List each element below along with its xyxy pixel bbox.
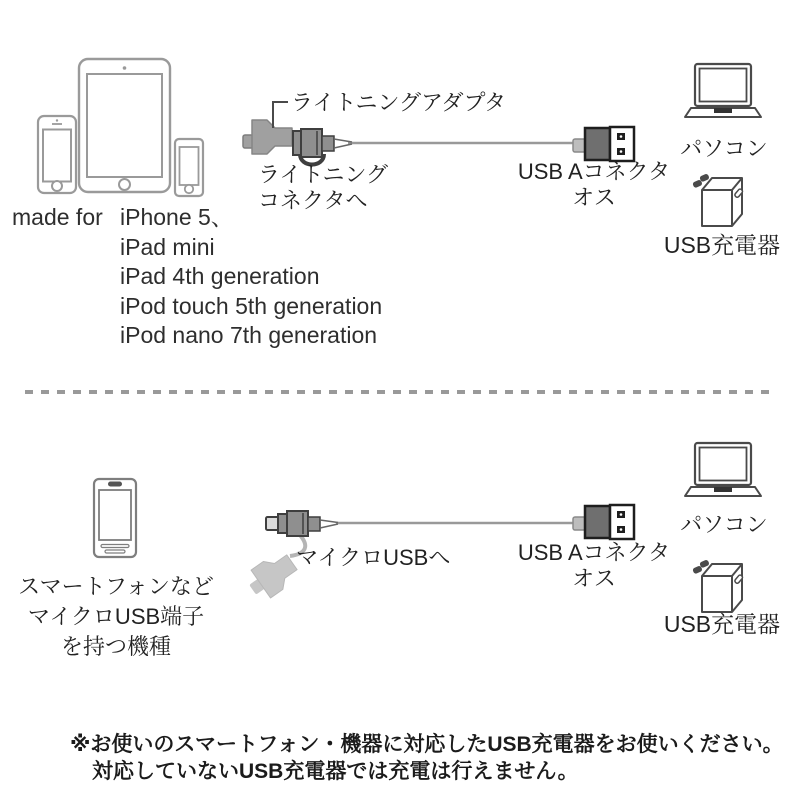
compat-item: iPad mini bbox=[120, 233, 215, 260]
compat-list bbox=[120, 203, 382, 351]
compat-item: iPad 4th generation bbox=[120, 263, 320, 289]
footnote bbox=[70, 731, 784, 785]
made-for-prefix: made for bbox=[12, 204, 103, 230]
charger-label-top: USB充電器 bbox=[663, 232, 781, 258]
compat-item: iPhone 5、 bbox=[120, 204, 234, 230]
iphone-icon bbox=[38, 116, 76, 193]
apple-devices-icon bbox=[28, 52, 210, 202]
microusb-label: マイクロUSBへ bbox=[296, 545, 451, 570]
microusb-connector-icon bbox=[293, 129, 352, 165]
ipod-icon bbox=[175, 139, 203, 196]
compat-item: iPod nano 7th generation bbox=[120, 322, 378, 348]
usb-a-label-bottom-line2: オス bbox=[572, 566, 616, 591]
pc-label-bottom: パソコン bbox=[680, 512, 768, 537]
pc-label-top: パソコン bbox=[680, 136, 768, 161]
usb-a-label-top-line1: USB Aコネクタ bbox=[517, 159, 671, 184]
ipad-icon bbox=[79, 59, 170, 192]
lightning-connector-label-line2: コネクタへ bbox=[258, 188, 368, 213]
smartphone-desc-line3: を持つ機種 bbox=[60, 634, 171, 659]
smartphone-desc-line1: スマートフォンなど bbox=[18, 574, 214, 599]
usb-charger-icon bbox=[690, 170, 752, 232]
smartphone-desc-line2: マイクロUSB端子 bbox=[27, 604, 205, 629]
microusb-connector-icon bbox=[266, 511, 338, 536]
adapter-label-pointer bbox=[272, 101, 288, 128]
smartphone-icon bbox=[92, 477, 138, 561]
lightning-connector-label-line1: ライトニング bbox=[258, 162, 389, 187]
lightning-adapter-label: ライトニングアダプタ bbox=[291, 90, 506, 115]
usb-a-connector-icon bbox=[573, 127, 634, 161]
usb-a-label-top-line2: オス bbox=[572, 185, 616, 210]
usb-a-label-top bbox=[504, 159, 684, 211]
charger-label-bottom: USB充電器 bbox=[663, 611, 781, 637]
footnote-line2: 対応していないUSB充電器では充電は行えません。 bbox=[92, 760, 579, 783]
usb-a-connector-icon bbox=[573, 505, 634, 539]
laptop-icon bbox=[683, 441, 765, 507]
usb-charger-icon bbox=[690, 556, 752, 618]
smartphone-desc bbox=[8, 572, 224, 662]
made-for-block bbox=[12, 203, 382, 351]
laptop-icon bbox=[683, 62, 765, 128]
footnote-line1: ※お使いのスマートフォン・機器に対応したUSB充電器をお使いください。 bbox=[70, 733, 784, 756]
compat-item: iPod touch 5th generation bbox=[120, 292, 383, 319]
dashed-divider bbox=[25, 390, 775, 394]
usb-a-label-bottom-line1: USB Aコネクタ bbox=[517, 540, 671, 565]
usb-a-label-bottom bbox=[504, 540, 684, 592]
